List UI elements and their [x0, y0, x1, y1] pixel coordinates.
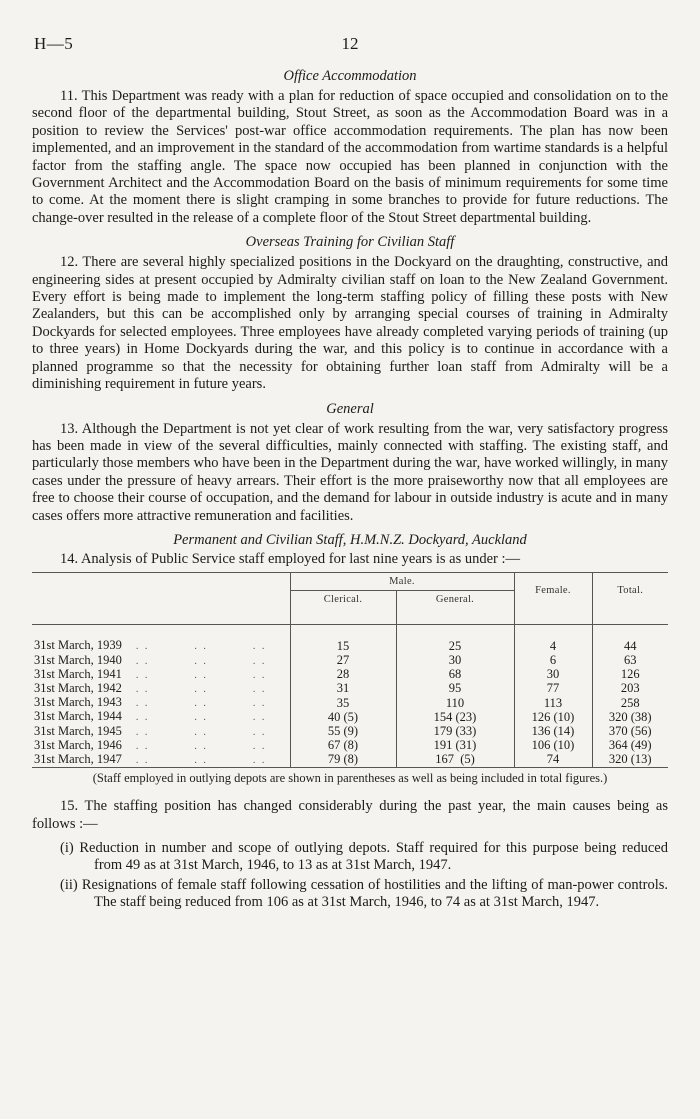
clerical-cell: 40 (5) — [290, 710, 396, 724]
row-date-label: 31st March, 1940 — [34, 652, 122, 667]
paragraph-12: 12. There are several highly specialized positions in the Dockyard on the draughting, constructive, and engineering sides at present occupied by Admiralty civilian staff on loan to the New Zealand Government. Every effort is being made to implement the long-term staffing policy of filling these posts with New Zealanders, but this can be accomplished only by arranging special courses of training in Admiralty Dockyards for selected employees. Three employees have already completed varying periods of training (up to three years) in Home Dockyards during the war, and this policy is to continue in accordance with a planned programme so that the necessity for obtaining further loan staff from Admiralty will be a diminishing requirement in future years. — [32, 254, 668, 393]
overseas-training-heading: Overseas Training for Civilian Staff — [245, 234, 455, 251]
general-cell: 68 — [396, 668, 514, 682]
staffing-cause-i: (i) Reduction in number and scope of outlying depots. Staff required for this purpose being reduced from 49 as at 31st March, 1946, to 13 as at 31st March, 1947. — [60, 839, 668, 874]
staff-table-body — [32, 625, 668, 767]
row-date — [32, 696, 290, 710]
female-cell: 30 — [514, 668, 592, 682]
general-cell: 30 — [396, 654, 514, 668]
divider — [396, 608, 514, 625]
row-date-label: 31st March, 1944 — [34, 709, 122, 724]
female-cell: 77 — [514, 682, 592, 696]
row-date — [32, 668, 290, 682]
paragraph-13: 13. Although the Department is not yet clear of work resulting from the war, very satisfactory progress has been made in view of the several difficulties, mainly connected with staffing. The existing staff, and particularly those members who have been in the Department during the war, have worked willingly, in many cases under the pressure of heavy arrears. Their effort is the more praiseworthy now that all employees are free to choose their course of occupation, and the demand for labour in outside industry is acute and in many cases offers more attractive remuneration and facilities. — [32, 420, 668, 524]
dot-leaders: . . . . . . — [135, 683, 267, 695]
general-cell: 154 (23) — [396, 710, 514, 724]
row-date — [32, 710, 290, 724]
dot-leaders: . . . . . . — [135, 754, 267, 766]
staffing-cause-ii: (ii) Resignations of female staff following cessation of hostilities and the lifting of man-power controls. The staff being reduced from 106 as at 31st March, 1946, to 74 as at 31st March, 1947. — [60, 876, 668, 911]
clerical-cell: 55 (9) — [290, 725, 396, 739]
female-cell: 74 — [514, 753, 592, 767]
female-cell: 6 — [514, 654, 592, 668]
office-accommodation-heading: Office Accommodation — [283, 68, 417, 84]
general-cell: 110 — [396, 696, 514, 710]
total-cell: 364 (49) — [592, 739, 668, 753]
table-row — [32, 668, 668, 682]
table-row — [32, 739, 668, 753]
row-date-label: 31st March, 1945 — [34, 723, 122, 738]
total-cell: 258 — [592, 696, 668, 710]
clerical-cell: 28 — [290, 668, 396, 682]
total-header: Total. — [592, 573, 668, 609]
table-footnote: (Staff employed in outlying depots are shown in parentheses as well as being included in total figures.) — [92, 771, 608, 786]
paragraph-14: 14. Analysis of Public Service staff employed for last nine years is as under :— — [60, 550, 521, 567]
row-date — [32, 739, 290, 753]
row-date-label: 31st March, 1942 — [34, 680, 122, 695]
clerical-cell: 67 (8) — [290, 739, 396, 753]
spacer — [32, 625, 290, 640]
clerical-cell: 15 — [290, 639, 396, 653]
female-cell: 113 — [514, 696, 592, 710]
table-row — [32, 710, 668, 724]
row-date-label: 31st March, 1946 — [34, 737, 122, 752]
row-date — [32, 682, 290, 696]
table-row — [32, 682, 668, 696]
general-heading: General — [326, 400, 374, 417]
dot-leaders: . . . . . . — [135, 740, 267, 752]
total-cell: 126 — [592, 668, 668, 682]
table-row — [32, 725, 668, 739]
page-number: 12 — [341, 34, 359, 53]
clerical-cell: 31 — [290, 682, 396, 696]
general-header: General. — [396, 591, 514, 609]
spacer — [592, 625, 668, 640]
female-header: Female. — [514, 573, 592, 609]
clerical-cell: 35 — [290, 696, 396, 710]
general-cell: 167 (5) — [396, 753, 514, 767]
page-body — [32, 68, 668, 914]
general-cell: 191 (31) — [396, 739, 514, 753]
staff-table — [32, 572, 668, 767]
general-cell: 179 (33) — [396, 725, 514, 739]
table-row — [32, 639, 668, 653]
dot-leaders: . . . . . . — [135, 698, 267, 710]
total-cell: 370 (56) — [592, 725, 668, 739]
paragraph-15: 15. The staffing position has changed considerably during the past year, the main causes being as follows :— — [32, 798, 668, 832]
row-date-label: 31st March, 1943 — [34, 695, 122, 710]
clerical-header: Clerical. — [290, 591, 396, 609]
dot-leaders: . . . . . . — [135, 655, 267, 667]
paragraph-11: 11. This Department was ready with a plan for reduction of space occupied and consolidation on to the second floor of the departmental building, Stout Street, as soon as the Accommodation Board was in a position to review the Services' post-war office accommodation requirements. The plan has now been implemented, and an improvement in the standard of the accommodation from wartime standards is a helpful factor from the staffing angle. The space now occupied has been planned in conjunction with the Government Architect and the Accommodation Board on the basis of minimum requirements for some time to come. At the moment there is slight cramping in some branches to provide for future reductions. The change-over resulted in the release of a complete floor of the Stout Street departmental building. — [32, 88, 668, 226]
female-cell: 106 (10) — [514, 739, 592, 753]
table-row — [32, 696, 668, 710]
general-cell: 25 — [396, 639, 514, 653]
female-cell: 126 (10) — [514, 710, 592, 724]
row-date-label: 31st March, 1941 — [34, 666, 122, 681]
row-date — [32, 654, 290, 668]
divider — [514, 608, 592, 625]
divider — [32, 608, 290, 625]
row-date — [32, 639, 290, 653]
male-header: Male. — [290, 573, 514, 591]
total-cell: 203 — [592, 682, 668, 696]
spacer — [290, 625, 396, 640]
running-head: H—5 — [34, 34, 74, 53]
row-date — [32, 725, 290, 739]
divider — [290, 608, 396, 625]
table-bottom-rule — [32, 767, 668, 768]
dot-leaders: . . . . . . — [135, 726, 267, 738]
spacer — [514, 625, 592, 640]
clerical-cell: 79 (8) — [290, 753, 396, 767]
total-cell: 320 (13) — [592, 753, 668, 767]
row-date — [32, 753, 290, 767]
row-date-label: 31st March, 1939 — [34, 638, 122, 653]
table-row — [32, 753, 668, 767]
clerical-cell: 27 — [290, 654, 396, 668]
dot-leaders: . . . . . . — [135, 669, 267, 681]
table-row — [32, 654, 668, 668]
total-cell: 320 (38) — [592, 710, 668, 724]
blank-header-cell — [32, 573, 290, 609]
female-cell: 4 — [514, 639, 592, 653]
female-cell: 136 (14) — [514, 725, 592, 739]
total-cell: 44 — [592, 639, 668, 653]
spacer — [396, 625, 514, 640]
divider — [592, 608, 668, 625]
general-cell: 95 — [396, 682, 514, 696]
row-date-label: 31st March, 1947 — [34, 751, 122, 766]
staff-table-heading: Permanent and Civilian Staff, H.M.N.Z. Dockyard, Auckland — [173, 531, 527, 548]
dot-leaders: . . . . . . — [135, 712, 267, 724]
total-cell: 63 — [592, 654, 668, 668]
dot-leaders: . . . . . . — [135, 641, 267, 653]
